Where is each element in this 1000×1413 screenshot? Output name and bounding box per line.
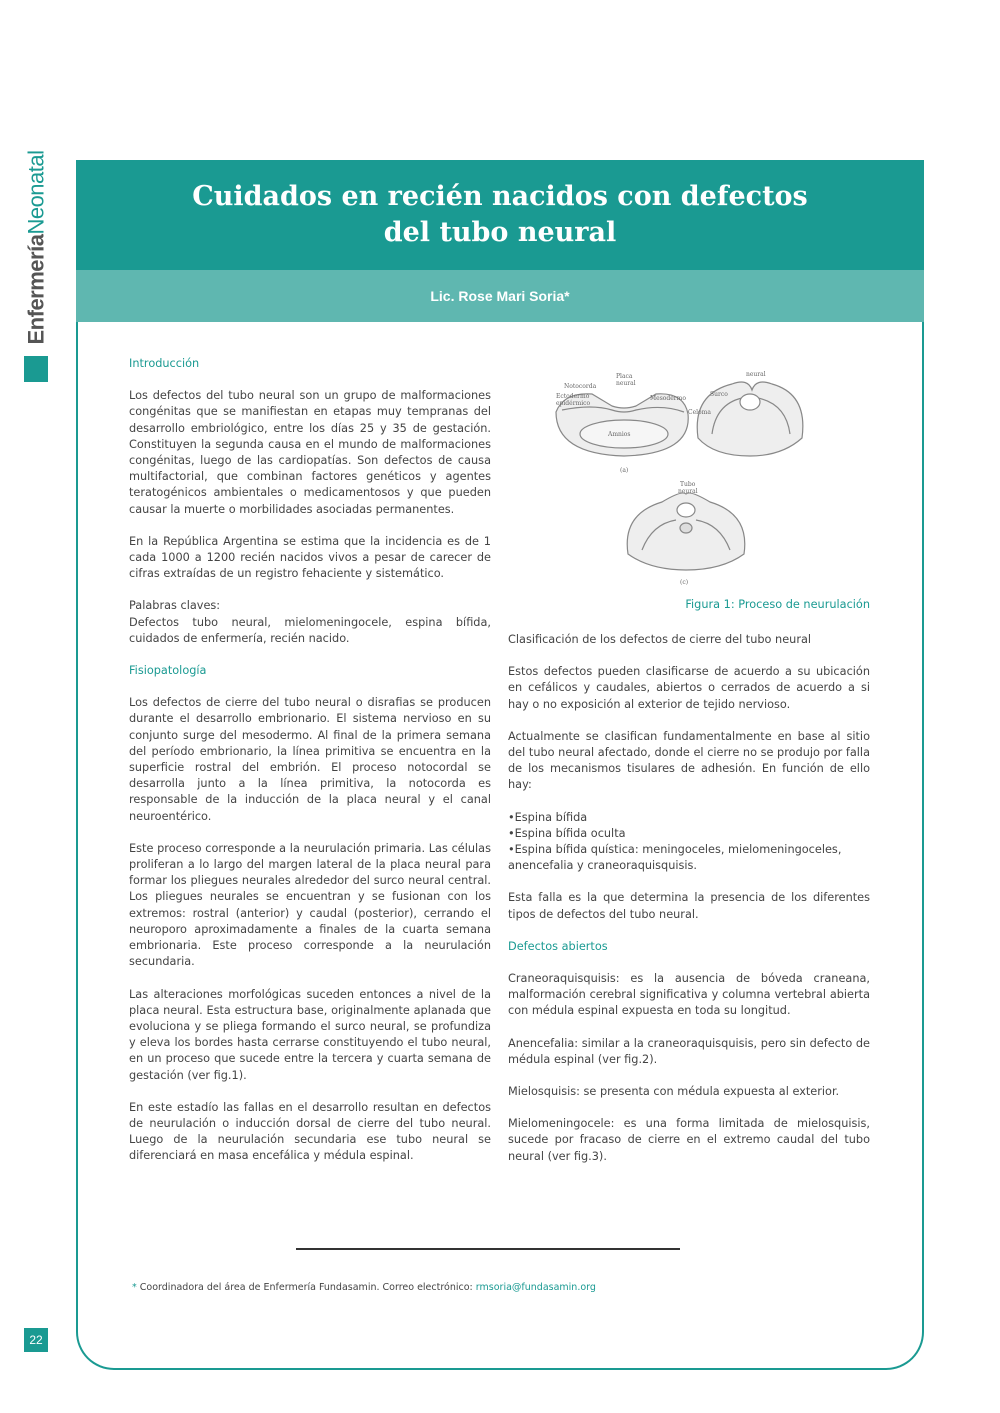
label-neural: neural xyxy=(616,380,636,387)
paragraph: Anencefalia: similar a la craneoraquisquisis, pero sin defecto de médula espinal (ver fig.2). xyxy=(508,1036,870,1066)
keywords-text: Defectos tubo neural, mielomeningocele, espina bífida, cuidados de enfermería, recién nacido. xyxy=(129,615,491,645)
label-epidermico: epidérmico xyxy=(556,400,591,407)
page-number: 22 xyxy=(24,1328,48,1352)
label-placa: Placa xyxy=(616,373,633,380)
neurulation-figure xyxy=(552,364,872,590)
label-tubo: Tubo xyxy=(680,481,696,488)
journal-brand xyxy=(22,150,50,345)
author-band xyxy=(76,270,924,322)
paragraph: Clasificación de los defectos de cierre del tubo neural xyxy=(508,633,812,646)
paragraph: Las alteraciones morfológicas suceden entonces a nivel de la placa neural. Esta estructura base, originalmente aplanada que evoluciona y se pliega formando el surco neural, se profundiza y eleva los bordes hasta cerrarse constituyendo el tubo neural, en un proceso que sucede entre la tercera y cuarta semana de gestación (ver fig.1). xyxy=(129,987,491,1082)
label-surco: Surco xyxy=(710,391,728,398)
brand-part-1: Enfermería xyxy=(23,234,49,345)
footnote xyxy=(132,1282,832,1293)
list-item: •Espina bífida oculta xyxy=(508,826,626,840)
paragraph: Actualmente se clasifican fundamentalmente en base al sitio del tubo neural afectado, donde el cierre no se produjo por falla de los mecanismos tisulares de adhesión. En función de ello hay: xyxy=(508,729,870,792)
title-band xyxy=(76,160,924,270)
footnote-mark: * xyxy=(132,1282,137,1293)
paragraph: Esta falla es la que determina la presencia de los diferentes tipos de defectos del tubo neural. xyxy=(508,891,870,921)
list-item: •Espina bífida quística: meningoceles, mielomeningoceles, anencefalia y craneoraquisquisis. xyxy=(508,843,842,873)
article-title: Cuidados en recién nacidos con defectos del tubo neural xyxy=(192,181,808,248)
brand-square xyxy=(24,356,48,382)
label-neural-2: neural xyxy=(746,371,766,378)
label-a: (a) xyxy=(620,467,629,474)
footnote-text: Coordinadora del área de Enfermería Fundasamin. Correo electrónico: xyxy=(139,1282,476,1293)
label-amnios: Amnios xyxy=(608,431,631,438)
keywords-label: Palabras claves: xyxy=(129,599,221,613)
label-neural-3: neural xyxy=(678,488,698,495)
label-mesodermo: Mesodermo xyxy=(650,395,686,402)
paragraph: Los defectos del tubo neural son un grupo de malformaciones congénitas que se manifiestan en etapas muy tempranas del desarrollo embriológico, entre los días 25 y 35 de gestación. Constituyen la segunda causa en el mundo de malformaciones congénitas, luego de las cardiopatías. Son defectos de causa multifactorial, que combinan factores genéticos y agentes teratogénicos ambientales o medicamentosos y que pueden causar la muerte o morbilidades asociadas permanentes. xyxy=(129,389,491,516)
footnote-divider xyxy=(296,1248,680,1250)
right-column xyxy=(508,632,870,1181)
figure-caption: Figura 1: Proceso de neurulación xyxy=(685,598,870,611)
label-notocorda: Notocorda xyxy=(564,383,597,390)
paragraph: Mielosquisis: se presenta con médula expuesta al exterior. xyxy=(508,1085,840,1099)
list-item: •Espina bífida xyxy=(508,810,588,824)
heading-intro: Introducción xyxy=(129,357,200,370)
paragraph: En este estadío las fallas en el desarrollo resultan en defectos de neurulación o inducción dorsal de cierre del tubo neural. Luego de la neurulación secundaria ese tubo neural se diferenciará en masa encefálica y médula espinal. xyxy=(129,1100,491,1163)
author-email-link[interactable]: rmsoria@fundasamin.org xyxy=(475,1282,596,1293)
left-column xyxy=(129,356,491,1181)
author-name: Lic. Rose Mari Soria* xyxy=(430,288,570,304)
brand-part-2: Neonatal xyxy=(23,150,49,235)
paragraph: Los defectos de cierre del tubo neural o disrafias se producen durante el desarrollo embrionario. El sistema nervioso en su conjunto surge del mesodermo. Al final de la primera semana del período embrionario, la línea primitiva se encuentra en la superficie rostral del embrión. El proceso notocordal se desarrolla junto a la línea primitiva, la notocorda es responsable de la inducción de la placa neural y el canal neuroentérico. xyxy=(129,696,491,823)
paragraph: Mielomeningocele: es una forma limitada de mielosquisis, sucede por fracaso de cierre en el extremo caudal del tubo neural (ver fig.3). xyxy=(508,1117,870,1163)
heading-fisio: Fisiopatología xyxy=(129,664,207,678)
paragraph: Este proceso corresponde a la neurulación primaria. Las células proliferan a lo largo del margen lateral de la placa neural para formar los pliegues neurales alrededor del surco neural central. Los pliegues neurales se encuentran y se fusionan con los extremos: rostral (anterior) y caudal (posterior), cerrando el neuroporo aproximadamente a finales de la cuarta semana embrionaria. Este proceso corresponde a la neurulación secundaria. xyxy=(129,841,491,969)
label-c: (c) xyxy=(680,579,689,586)
heading-abiertos: Defectos abiertos xyxy=(508,939,608,953)
paragraph: Craneoraquisquisis: es la ausencia de bóveda craneana, malformación cerebral significativa y columna vertebral abierta con médula espinal expuesta en toda su longitud. xyxy=(508,972,870,1018)
label-celoma: Celoma xyxy=(688,409,711,416)
paragraph: En la República Argentina se estima que la incidencia es de 1 cada 1000 a 1200 recién nacidos vivos a pesar de carecer de cifras extraídas de un registro fehaciente y sistemático. xyxy=(129,534,491,581)
paragraph: Estos defectos pueden clasificarse de acuerdo a su ubicación en cefálicos y caudales, abiertos o cerrados de acuerdo a si hay o no exposición al exterior de tejido nervioso. xyxy=(508,665,870,711)
label-ectodermo: Ectodermo xyxy=(556,393,590,400)
